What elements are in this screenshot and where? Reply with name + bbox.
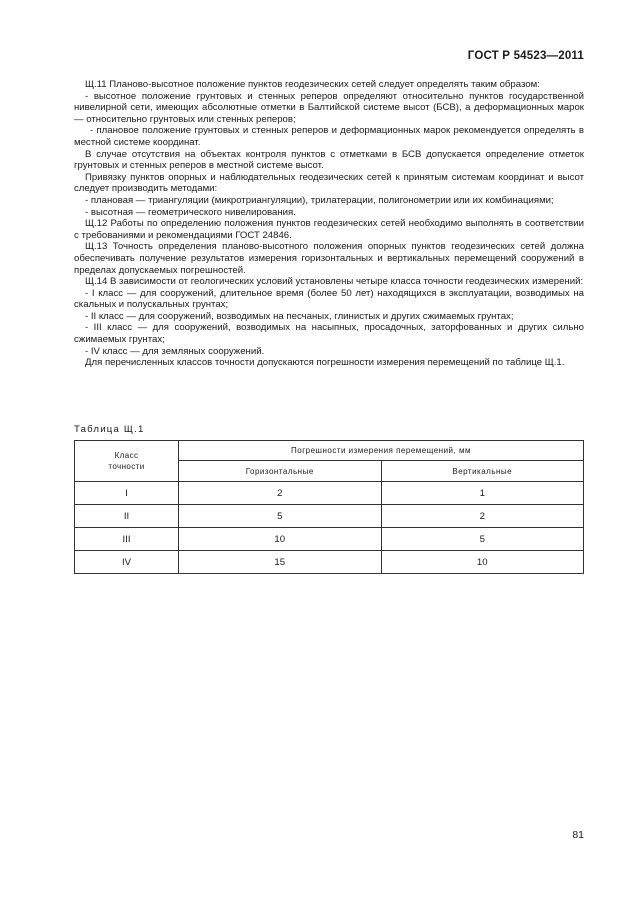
header-class-line1: Класс <box>114 451 139 460</box>
header-errors-group: Погрешности измерения перемещений, мм <box>179 441 584 461</box>
paragraph: Щ.13 Точность определения планово-высотного положения опорных пунктов геодезических сетей должна обеспечивать получение результатов измерения горизонтальных и вертикальных перемещений сооружений в пределах допускаемых погрешностей. <box>74 241 584 276</box>
accuracy-table <box>74 440 584 574</box>
paragraph: Щ.14 В зависимости от геологических условий установлены четыре класса точности геодезических измерений: <box>85 276 584 288</box>
header-class <box>75 441 179 482</box>
page-number: 81 <box>572 829 584 841</box>
cell-class: I <box>75 482 179 505</box>
paragraph: Щ.11 Планово-высотное положение пунктов геодезических сетей следует определять таким образом: <box>85 79 540 90</box>
paragraph: - I класс — для сооружений, длительное время (более 50 лет) находящихся в эксплуатации, возводимых на скальных и полускальных грунтах; <box>74 287 584 311</box>
table-row <box>75 551 584 574</box>
paragraph: - IV класс — для земляных сооружений. <box>85 345 265 357</box>
body-text <box>74 79 584 369</box>
cell-vertical: 10 <box>381 551 584 574</box>
cell-vertical: 5 <box>381 528 584 551</box>
cell-class: III <box>75 528 179 551</box>
table-row <box>75 505 584 528</box>
cell-horizontal: 2 <box>179 482 382 505</box>
cell-horizontal: 15 <box>179 551 382 574</box>
cell-horizontal: 5 <box>179 505 382 528</box>
cell-class: II <box>75 505 179 528</box>
cell-horizontal: 10 <box>179 528 382 551</box>
paragraph: Щ.12 Работы по определению положения пунктов геодезических сетей необходимо выполнять в соответствии с требованиями и рекомендациями ГОСТ 24846. <box>74 218 584 241</box>
paragraph: - высотное положение грунтовых и стенных реперов определяют относительно пунктов государственной нивелирной сети, имеющих абсолютные отметки в Балтийской системе высот (БСВ), а деформационных марок — относительно грунтовых или стенных реперов; <box>74 90 584 125</box>
paragraph: - высотная — геометрического нивелирования. <box>85 206 296 218</box>
paragraph: В случае отсутствия на объектах контроля пунктов с отметками в БСВ допускается определение отметок грунтовых и стенных реперов в местной системе высот. <box>74 148 584 172</box>
cell-class: IV <box>75 551 179 574</box>
header-class-line2: точности <box>108 462 145 471</box>
paragraph: Для перечисленных классов точности допускаются погрешности измерения перемещений по таблице Щ.1. <box>85 357 565 369</box>
cell-vertical: 1 <box>381 482 584 505</box>
paragraph: - плановая — триангуляции (микротриангуляции), трилатерации, полигонометрии или их комбинациями; <box>85 194 554 206</box>
cell-vertical: 2 <box>381 505 584 528</box>
header-vertical: Вертикальные <box>381 461 584 482</box>
table-row <box>75 482 584 505</box>
paragraph: Привязку пунктов опорных и наблюдательных геодезических сетей к принятым системам координат и высот следует производить методами: <box>74 171 584 195</box>
document-code: ГОСТ Р 54523—2011 <box>467 50 584 62</box>
paragraph: - III класс — для сооружений, возводимых на насыпных, просадочных, заторфованных и других сильно сжимаемых грунтах; <box>74 322 584 346</box>
paragraph: - плановое положение грунтовых и стенных реперов и деформационных марок рекомендуется определять в местной системе координат. <box>74 125 584 148</box>
header-horizontal: Горизонтальные <box>179 461 382 482</box>
table-caption: Таблица Щ.1 <box>74 424 145 435</box>
table-row <box>75 528 584 551</box>
paragraph: - II класс — для сооружений, возводимых на песчаных, глинистых и других сжимаемых грунтах; <box>85 310 514 322</box>
